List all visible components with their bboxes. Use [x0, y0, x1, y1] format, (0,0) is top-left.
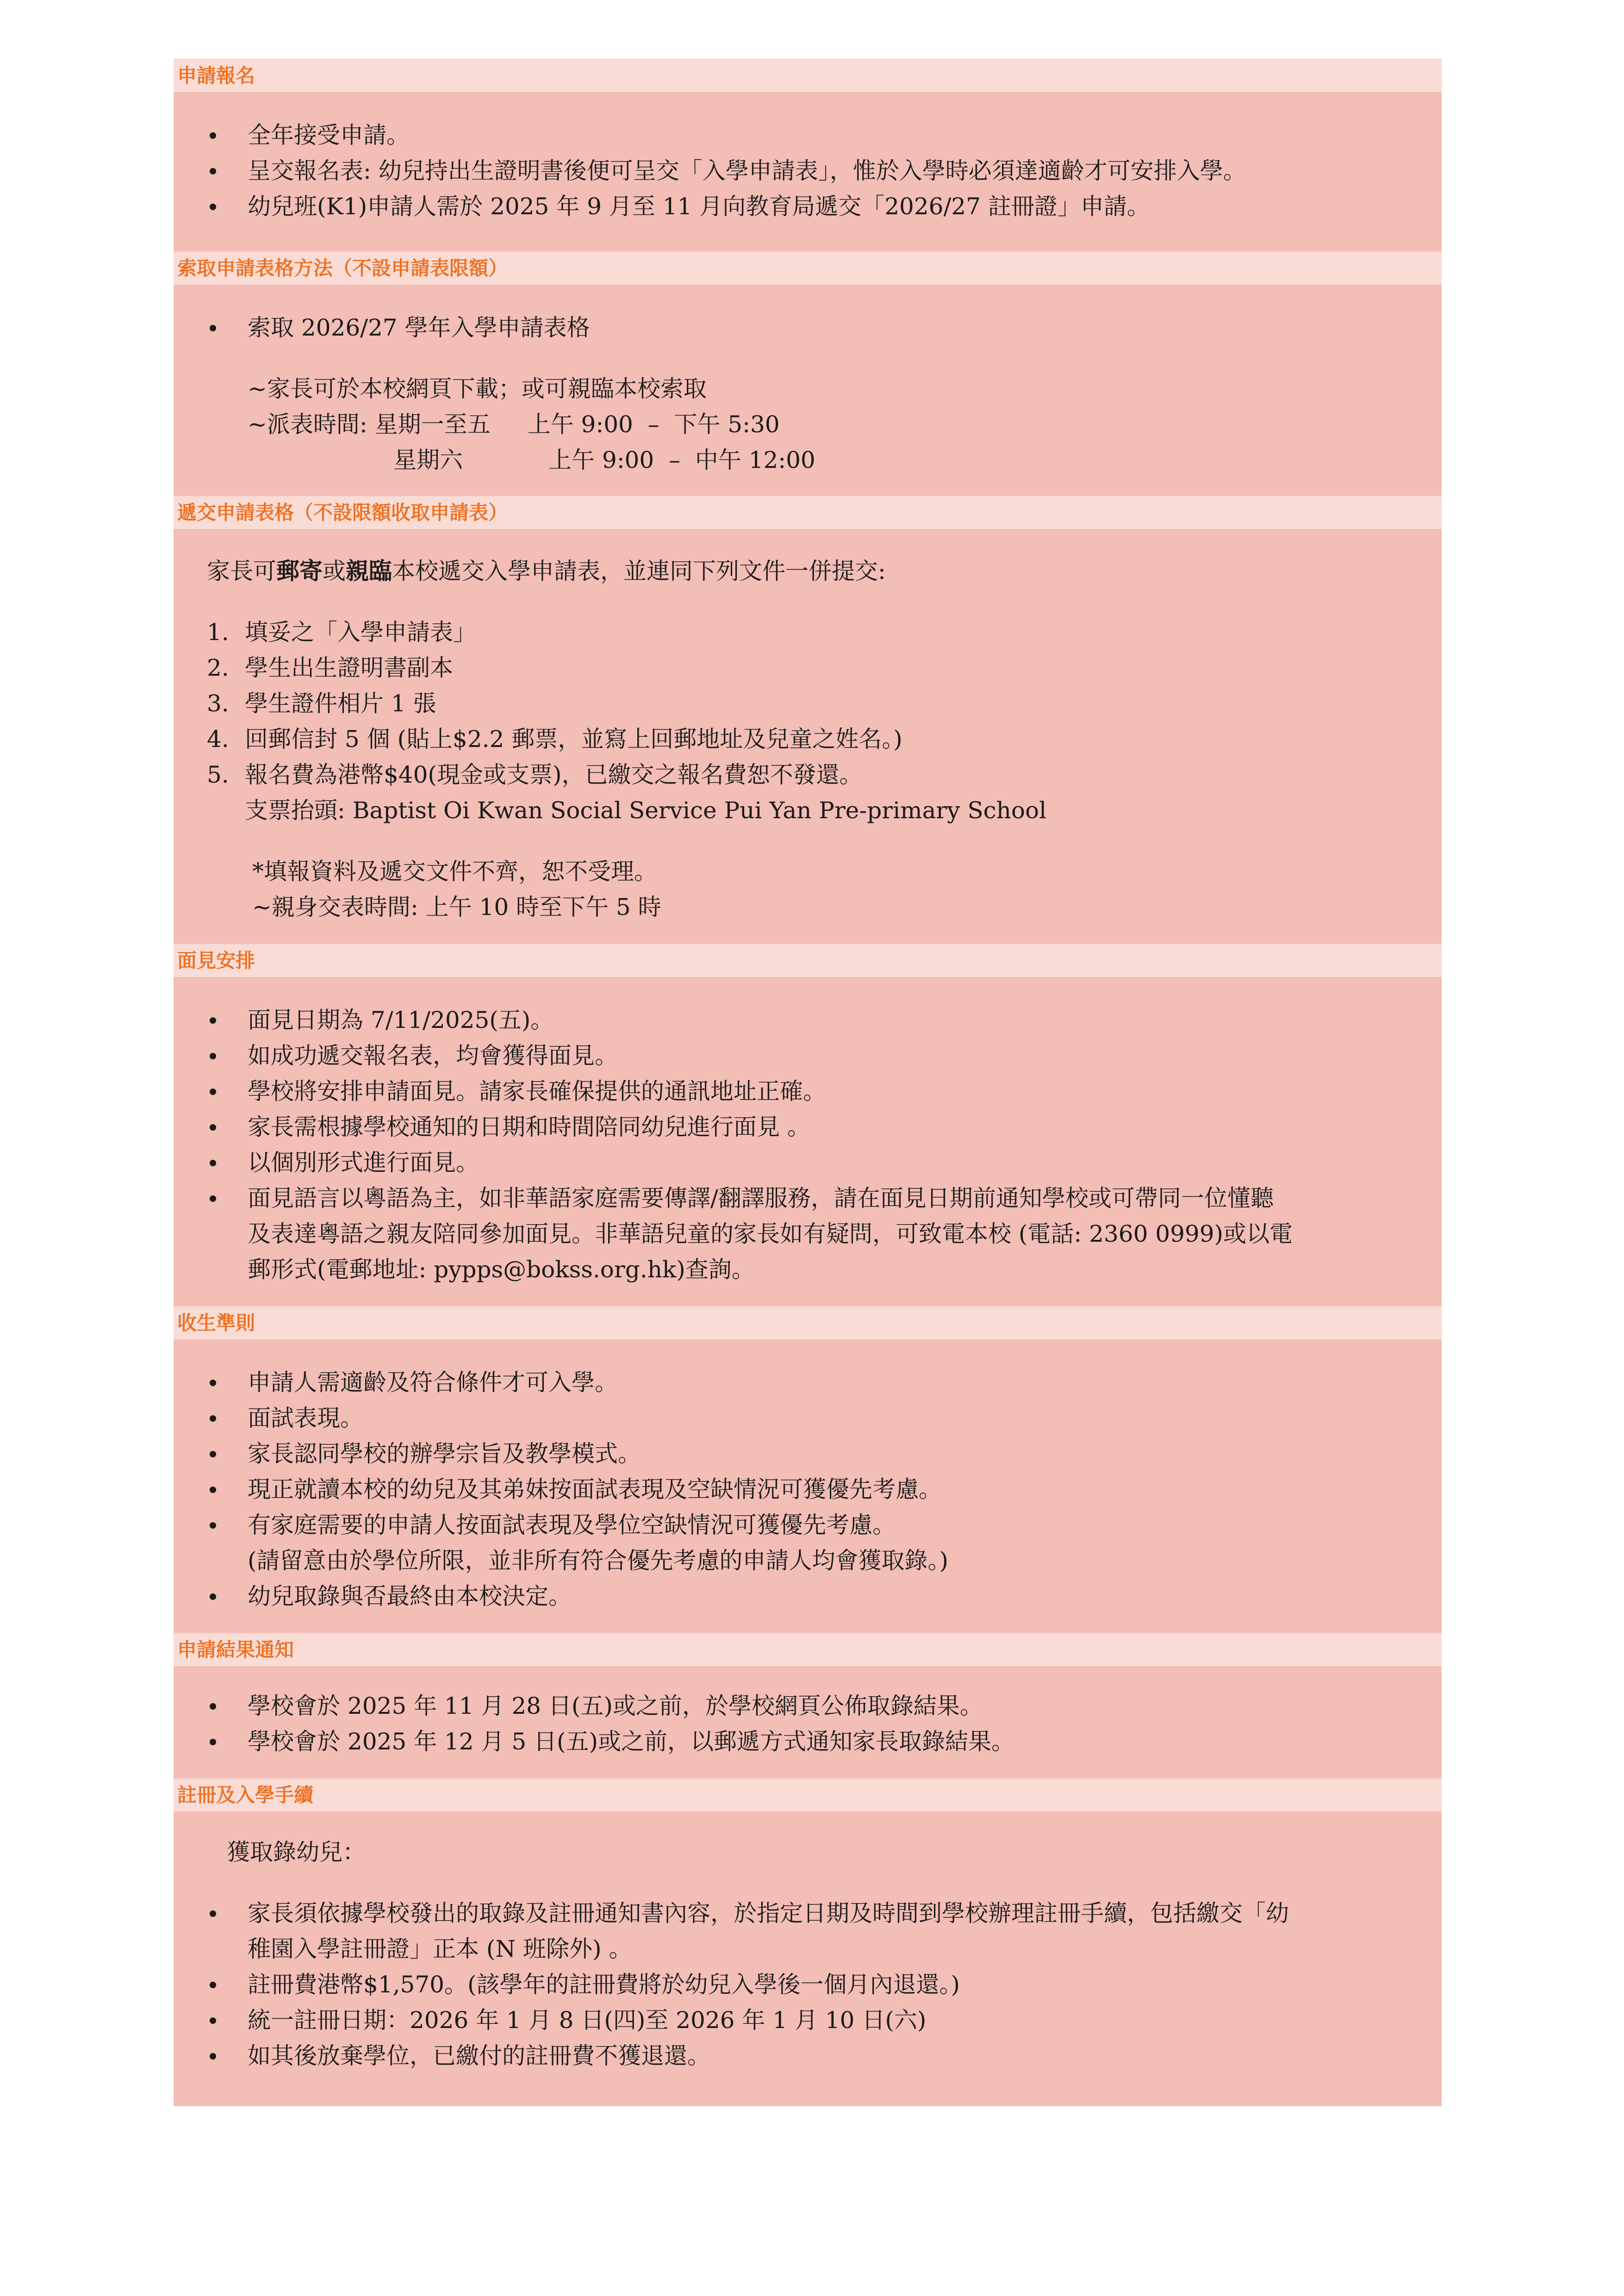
- submit-hours: ~親身交表時間: 上午 10 時至下午 5 時: [252, 894, 661, 921]
- section-header-application: 申請報名: [174, 59, 1442, 92]
- section-body-obtain-form: [174, 285, 1442, 496]
- list-item: 幼兒班(K1)申請人需於 2025 年 9 月至 11 月向教育局遞交「2026/27 註冊證」申請。: [174, 189, 1442, 224]
- bullet-icon: [210, 1910, 216, 1917]
- list-item: 幼兒取錄與否最終由本校決定。: [174, 1579, 1442, 1614]
- bullet-list: [174, 1688, 1442, 1760]
- hours-line-2: 星期六 上午 9:00 – 中午 12:00: [393, 447, 815, 473]
- list-item: 學校會於 2025 年 12 月 5 日(五)或之前，以郵遞方式通知家長取錄結果。: [174, 1724, 1442, 1760]
- bullet-icon: [210, 2053, 216, 2060]
- list-item: 註冊費港幣$1,570。(該學年的註冊費將於幼兒入學後一個月內退還。): [174, 1967, 1442, 2003]
- list-item: 全年接受申請。: [174, 118, 1442, 153]
- list-item: 統一註冊日期：2026 年 1 月 8 日(四)至 2026 年 1 月 10 日(六): [174, 2003, 1442, 2038]
- list-item: 4. 回郵信封 5 個 (貼上$2.2 郵票，並寫上回郵地址及兒童之姓名。): [207, 726, 902, 753]
- download-note: ~家長可於本校網頁下載；或可親臨本校索取: [248, 375, 707, 402]
- section-body-results: [174, 1666, 1442, 1778]
- bullet-icon: [210, 1739, 216, 1745]
- list-item: 如成功遞交報名表，均會獲得面見。: [174, 1038, 1442, 1074]
- section-header-criteria: 收生準則: [174, 1306, 1442, 1339]
- bullet-list: [174, 310, 1442, 346]
- registration-intro: 獲取錄幼兒：: [227, 1839, 366, 1866]
- cheque-payee: 支票抬頭: Baptist Oi Kwan Social Service Pui Yan Pre-primary School: [245, 797, 1047, 824]
- section-header-submit-form: 遞交申請表格（不設限額收取申請表）: [174, 496, 1442, 529]
- section-header-results: 申請結果通知: [174, 1633, 1442, 1666]
- bullet-icon: [210, 1593, 216, 1600]
- bullet-icon: [210, 204, 216, 210]
- bullet-icon: [210, 1017, 216, 1024]
- section-body-submit-form: [174, 529, 1442, 944]
- list-item: 索取 2026/27 學年入學申請表格: [174, 310, 1442, 346]
- list-item: 申請人需適齡及符合條件才可入學。: [174, 1365, 1442, 1400]
- incomplete-note: *填報資料及遞交文件不齊，恕不受理。: [252, 858, 657, 885]
- list-item: 家長須依據學校發出的取錄及註冊通知書內容，於指定日期及時間到學校辦理註冊手續，包括繳交「幼 稚園入學註冊證」正本 (N 班除外) 。: [174, 1896, 1442, 1967]
- bullet-list: [174, 1896, 1442, 2074]
- list-item: 家長認同學校的辦學宗旨及教學模式。: [174, 1436, 1442, 1472]
- section-header-interview: 面見安排: [174, 944, 1442, 977]
- list-item: 現正就讀本校的幼兒及其弟妹按面試表現及空缺情況可獲優先考慮。: [174, 1472, 1442, 1507]
- bullet-icon: [210, 325, 216, 331]
- bullet-icon: [210, 1160, 216, 1166]
- section-body-criteria: [174, 1339, 1442, 1633]
- section-header-registration: 註冊及入學手續: [174, 1778, 1442, 1811]
- list-item: 2. 學生出生證明書副本: [207, 654, 453, 681]
- bullet-icon: [210, 1053, 216, 1059]
- bullet-icon: [210, 1703, 216, 1710]
- section-body-registration: [174, 1811, 1442, 2106]
- list-item: 學校將安排申請面見。請家長確保提供的通訊地址正確。: [174, 1074, 1442, 1109]
- bullet-list: [174, 1002, 1442, 1288]
- list-item: 5. 報名費為港幣$40(現金或支票)，已繳交之報名費恕不發還。: [207, 761, 863, 788]
- bullet-icon: [210, 1415, 216, 1422]
- submit-intro: 家長可郵寄或親臨本校遞交入學申請表，並連同下列文件一併提交:: [207, 557, 886, 585]
- admission-document: [174, 59, 1442, 2106]
- section-body-interview: [174, 977, 1442, 1306]
- bullet-list: [174, 118, 1442, 224]
- bullet-icon: [210, 1124, 216, 1131]
- bullet-icon: [210, 1487, 216, 1493]
- list-item: 3. 學生證件相片 1 張: [207, 690, 436, 717]
- bullet-icon: [210, 1380, 216, 1386]
- bullet-icon: [210, 1982, 216, 1988]
- list-item: 呈交報名表: 幼兒持出生證明書後便可呈交「入學申請表」，惟於入學時必須達適齡才可安排入學。: [174, 153, 1442, 189]
- list-item: 1. 填妥之「入學申請表」: [207, 619, 476, 646]
- section-header-obtain-form: 索取申請表格方法（不設申請表限額）: [174, 251, 1442, 285]
- list-item: 以個別形式進行面見。: [174, 1145, 1442, 1181]
- bullet-icon: [210, 1451, 216, 1457]
- section-body-application: [174, 92, 1442, 251]
- bullet-icon: [210, 168, 216, 174]
- document-list: [174, 615, 1442, 793]
- bullet-icon: [210, 1089, 216, 1095]
- bullet-icon: [210, 1195, 216, 1202]
- hours-line-1: ~派表時間: 星期一至五 上午 9:00 – 下午 5:30: [248, 411, 780, 438]
- list-item: 學校會於 2025 年 11 月 28 日(五)或之前，於學校網頁公佈取錄結果。: [174, 1688, 1442, 1724]
- bullet-list: [174, 1365, 1442, 1614]
- bullet-icon: [210, 1522, 216, 1529]
- list-item: 如其後放棄學位，已繳付的註冊費不獲退還。: [174, 2038, 1442, 2074]
- list-item: 面試表現。: [174, 1400, 1442, 1436]
- list-item: 面見日期為 7/11/2025(五)。: [174, 1002, 1442, 1038]
- list-item: 有家庭需要的申請人按面試表現及學位空缺情況可獲優先考慮。 (請留意由於學位所限，並非所有符合優先考慮的申請人均會獲取錄。): [174, 1507, 1442, 1579]
- list-item: 家長需根據學校通知的日期和時間陪同幼兒進行面見 。: [174, 1109, 1442, 1145]
- bullet-icon: [210, 2017, 216, 2024]
- bullet-icon: [210, 132, 216, 139]
- list-item: 面見語言以粵語為主，如非華語家庭需要傳譯/翻譯服務，請在面見日期前通知學校或可帶同一位懂聽 及表達粵語之親友陪同參加面見。非華語兒童的家長如有疑問，可致電本校 (電話: 2360 0999)或以電 郵形式(電郵地址: pypps@bokss.org.hk)查詢。: [174, 1181, 1442, 1288]
